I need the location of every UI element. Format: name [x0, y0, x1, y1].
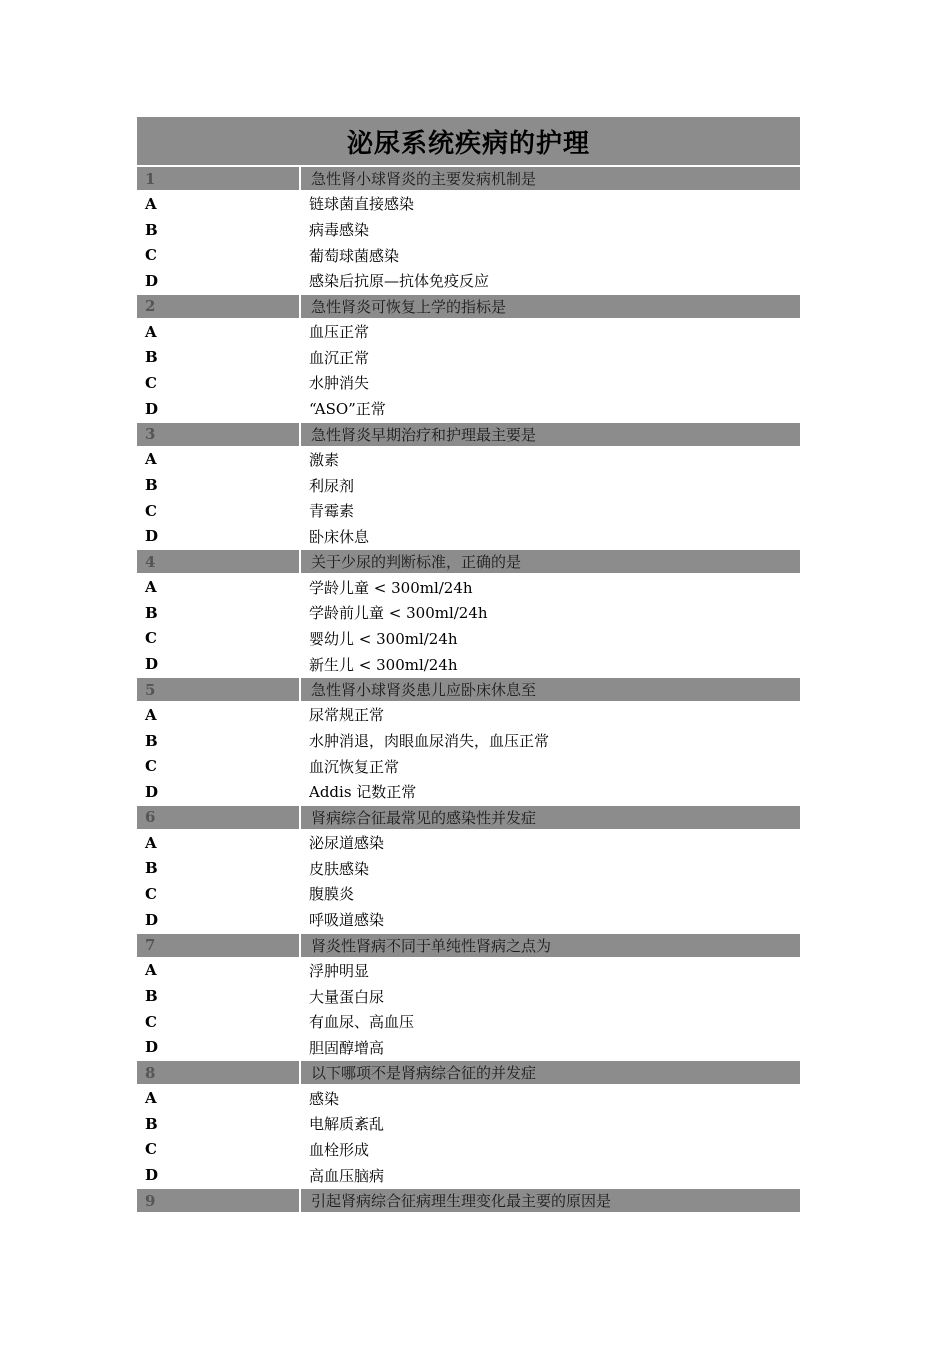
option-text: 青霉素 — [309, 502, 355, 521]
option-letter: A — [145, 450, 157, 469]
option-row — [137, 1035, 800, 1061]
option-row — [137, 217, 800, 243]
option-row — [137, 344, 800, 370]
option-letter: B — [145, 731, 158, 750]
option-text: 婴幼儿 < 300ml/24h — [309, 629, 458, 648]
question-number: 7 — [137, 934, 299, 957]
option-row — [137, 370, 800, 396]
option-row — [137, 242, 800, 268]
question-number: 1 — [137, 167, 299, 190]
option-row — [137, 907, 800, 933]
question-number: 8 — [137, 1061, 299, 1084]
option-row — [137, 881, 800, 907]
question-row — [137, 167, 800, 190]
option-row — [137, 1085, 800, 1111]
option-letter: A — [145, 1089, 157, 1108]
question-text: 急性肾炎可恢复上学的指标是 — [301, 295, 800, 318]
option-letter: D — [145, 527, 159, 546]
option-row — [137, 626, 800, 652]
question-text: 引起肾病综合征病理生理变化最主要的原因是 — [301, 1189, 800, 1212]
option-letter: D — [145, 782, 159, 801]
question-row — [137, 550, 800, 573]
question-number: 4 — [137, 550, 299, 573]
option-row — [137, 1111, 800, 1137]
option-row — [137, 702, 800, 728]
option-row — [137, 447, 800, 473]
option-row — [137, 191, 800, 217]
option-row — [137, 1162, 800, 1188]
question-text: 肾病综合征最常见的感染性并发症 — [301, 806, 800, 829]
question-row — [137, 678, 800, 701]
option-text: 尿常规正常 — [309, 706, 385, 725]
option-letter: D — [145, 1166, 159, 1185]
option-letter: A — [145, 194, 157, 213]
quiz-document — [137, 117, 800, 1213]
option-row — [137, 600, 800, 626]
option-text: 浮肿明显 — [309, 961, 370, 980]
option-row — [137, 855, 800, 881]
option-text: 高血压脑病 — [309, 1166, 385, 1185]
option-letter: C — [145, 501, 157, 520]
option-row — [137, 958, 800, 984]
option-text: 血压正常 — [309, 323, 370, 342]
option-letter: B — [145, 987, 158, 1006]
question-number: 2 — [137, 295, 299, 318]
option-text: 呼吸道感染 — [309, 911, 385, 930]
question-text: 关于少尿的判断标准，正确的是 — [301, 550, 800, 573]
option-letter: A — [145, 705, 157, 724]
option-letter: B — [145, 348, 158, 367]
question-number: 9 — [137, 1189, 299, 1212]
question-row — [137, 295, 800, 318]
option-letter: B — [145, 859, 158, 878]
option-text: Addis 记数正常 — [309, 783, 417, 802]
option-letter: D — [145, 271, 159, 290]
option-row — [137, 574, 800, 600]
option-text: 电解质紊乱 — [309, 1115, 385, 1134]
option-text: 大量蛋白尿 — [309, 987, 385, 1006]
option-letter: B — [145, 220, 158, 239]
option-row — [137, 983, 800, 1009]
option-text: 有血尿、高血压 — [309, 1013, 415, 1032]
question-text: 急性肾炎早期治疗和护理最主要是 — [301, 423, 800, 446]
option-row — [137, 830, 800, 856]
option-row — [137, 268, 800, 294]
question-list — [137, 167, 800, 1212]
option-letter: B — [145, 1114, 158, 1133]
option-letter: D — [145, 655, 159, 674]
option-letter: A — [145, 833, 157, 852]
option-text: “ASO”正常 — [309, 400, 386, 419]
option-letter: C — [145, 373, 157, 392]
option-row — [137, 779, 800, 805]
question-number: 3 — [137, 423, 299, 446]
title-bar — [137, 117, 800, 165]
option-letter: B — [145, 603, 158, 622]
question-text: 急性肾小球肾炎的主要发病机制是 — [301, 167, 800, 190]
option-letter: C — [145, 884, 157, 903]
option-text: 学龄前儿童 < 300ml/24h — [309, 604, 488, 623]
option-row — [137, 1009, 800, 1035]
page-title: 泌尿系统疾病的护理 — [346, 128, 590, 159]
option-text: 皮肤感染 — [309, 859, 370, 878]
option-row — [137, 396, 800, 422]
option-text: 血沉恢复正常 — [309, 757, 400, 776]
option-text: 腹膜炎 — [309, 885, 355, 904]
option-letter: D — [145, 910, 159, 929]
question-number: 6 — [137, 806, 299, 829]
option-letter: C — [145, 1140, 157, 1159]
option-row — [137, 319, 800, 345]
option-letter: C — [145, 246, 157, 265]
option-text: 感染 — [309, 1089, 340, 1108]
option-row — [137, 1137, 800, 1163]
option-letter: A — [145, 961, 157, 980]
option-text: 病毒感染 — [309, 221, 370, 240]
option-text: 激素 — [309, 450, 340, 469]
option-row — [137, 728, 800, 754]
question-row — [137, 423, 800, 446]
option-text: 新生儿 < 300ml/24h — [309, 655, 458, 674]
option-row — [137, 524, 800, 550]
option-letter: C — [145, 1012, 157, 1031]
question-text: 以下哪项不是肾病综合征的并发症 — [301, 1061, 800, 1084]
option-text: 葡萄球菌感染 — [309, 246, 400, 265]
option-letter: D — [145, 1038, 159, 1057]
option-letter: A — [145, 578, 157, 597]
option-text: 卧床休息 — [309, 527, 370, 546]
option-text: 学龄儿童 < 300ml/24h — [309, 578, 473, 597]
option-text: 血栓形成 — [309, 1140, 370, 1159]
option-text: 胆固醇增高 — [309, 1038, 385, 1057]
option-text: 水肿消失 — [309, 374, 370, 393]
option-row — [137, 498, 800, 524]
option-letter: D — [145, 399, 159, 418]
question-number: 5 — [137, 678, 299, 701]
question-row — [137, 934, 800, 957]
question-row — [137, 1189, 800, 1212]
option-text: 泌尿道感染 — [309, 834, 385, 853]
option-row — [137, 753, 800, 779]
option-row — [137, 472, 800, 498]
option-letter: C — [145, 629, 157, 648]
option-row — [137, 651, 800, 677]
question-text: 急性肾小球肾炎患儿应卧床休息至 — [301, 678, 800, 701]
option-text: 感染后抗原—抗体免疫反应 — [309, 272, 490, 291]
option-text: 利尿剂 — [309, 476, 355, 495]
question-row — [137, 1061, 800, 1084]
option-letter: B — [145, 476, 158, 495]
option-text: 水肿消退，肉眼血尿消失，血压正常 — [309, 732, 550, 751]
question-row — [137, 806, 800, 829]
question-text: 肾炎性肾病不同于单纯性肾病之点为 — [301, 934, 800, 957]
option-text: 血沉正常 — [309, 348, 370, 367]
option-text: 链球菌直接感染 — [309, 195, 415, 214]
option-letter: A — [145, 322, 157, 341]
option-letter: C — [145, 757, 157, 776]
